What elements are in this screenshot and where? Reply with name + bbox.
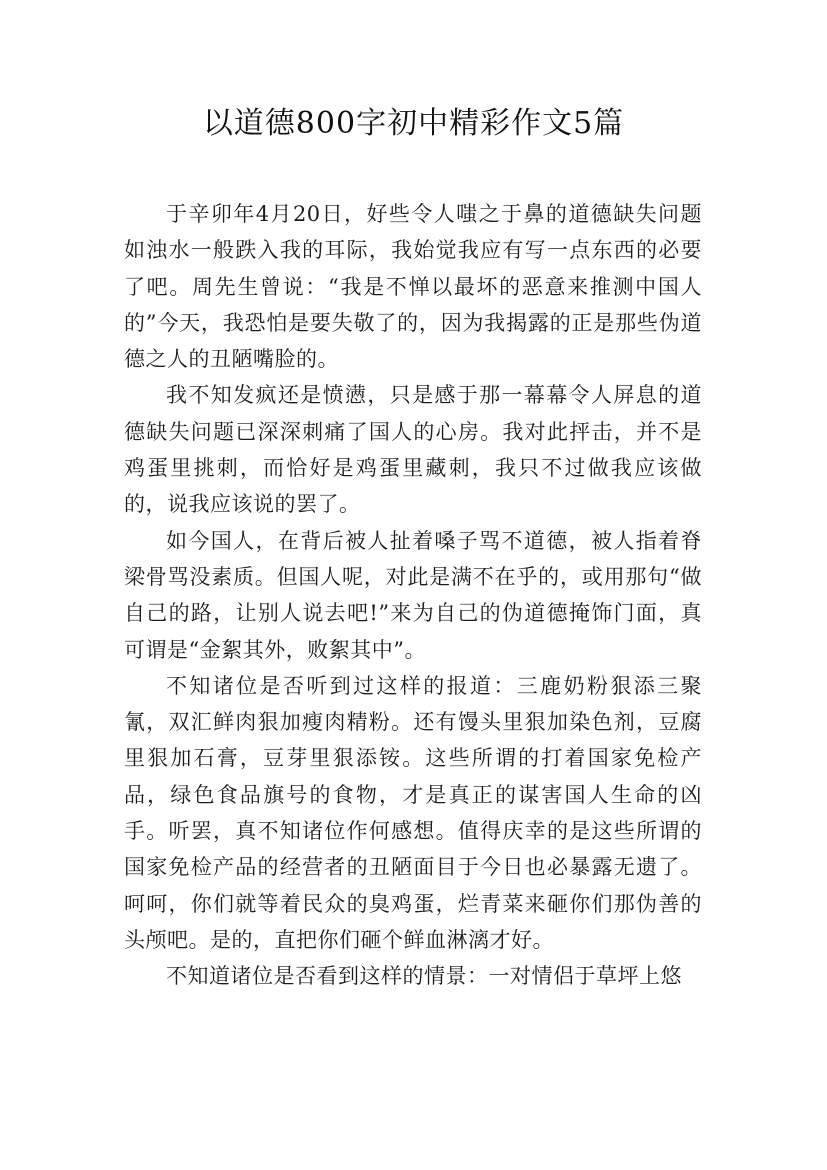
article-body bbox=[124, 196, 702, 995]
paragraph: 如今国人，在背后被人扯着嗓子骂不道德，被人指着脊梁骨骂没素质。但国人呢，对此是满不在乎的，或用那句“做自己的路，让别人说去吧!”来为自己的伪道德掩饰门面，真可谓是“金絮其外，败絮其中”。 bbox=[124, 528, 702, 662]
paragraph: 于辛卯年4月20日，好些令人嗤之于鼻的道德缺失问题如浊水一般跌入我的耳际，我始觉我应有写一点东西的必要了吧。周先生曾说：“我是不惮以最坏的恶意来推测中国人的”今天，我恐怕是要失敬了的，因为我揭露的正是那些伪道德之人的丑陋嘴脸的。 bbox=[124, 202, 702, 372]
page-title: 以道德800字初中精彩作文5篇 bbox=[202, 106, 625, 141]
paragraph: 不知道诸位是否看到这样的情景：一对情侣于草坪上悠 bbox=[166, 964, 682, 989]
paragraph: 我不知发疯还是愤懑，只是感于那一幕幕令人屏息的道德缺失问题已深深刺痛了国人的心房。我对此抨击，并不是鸡蛋里挑刺，而恰好是鸡蛋里藏刺，我只不过做我应该做的，说我应该说的罢了。 bbox=[124, 383, 702, 517]
paragraph: 不知诸位是否听到过这样的报道：三鹿奶粉狠添三聚氰，双汇鲜肉狠加瘦肉精粉。还有馒头里狠加染色剂，豆腐里狠加石膏，豆芽里狠添铵。这些所谓的打着国家免检产品，绿色食品旗号的食物，才是真正的谋害国人生命的凶手。听罢，真不知诸位作何感想。值得庆幸的是这些所谓的国家免检产品的经营者的丑陋面目于今日也必暴露无遗了。呵呵，你们就等着民众的臭鸡蛋，烂青菜来砸你们那伪善的头颅吧。是的，直把你们砸个鲜血淋漓才好。 bbox=[124, 673, 702, 952]
